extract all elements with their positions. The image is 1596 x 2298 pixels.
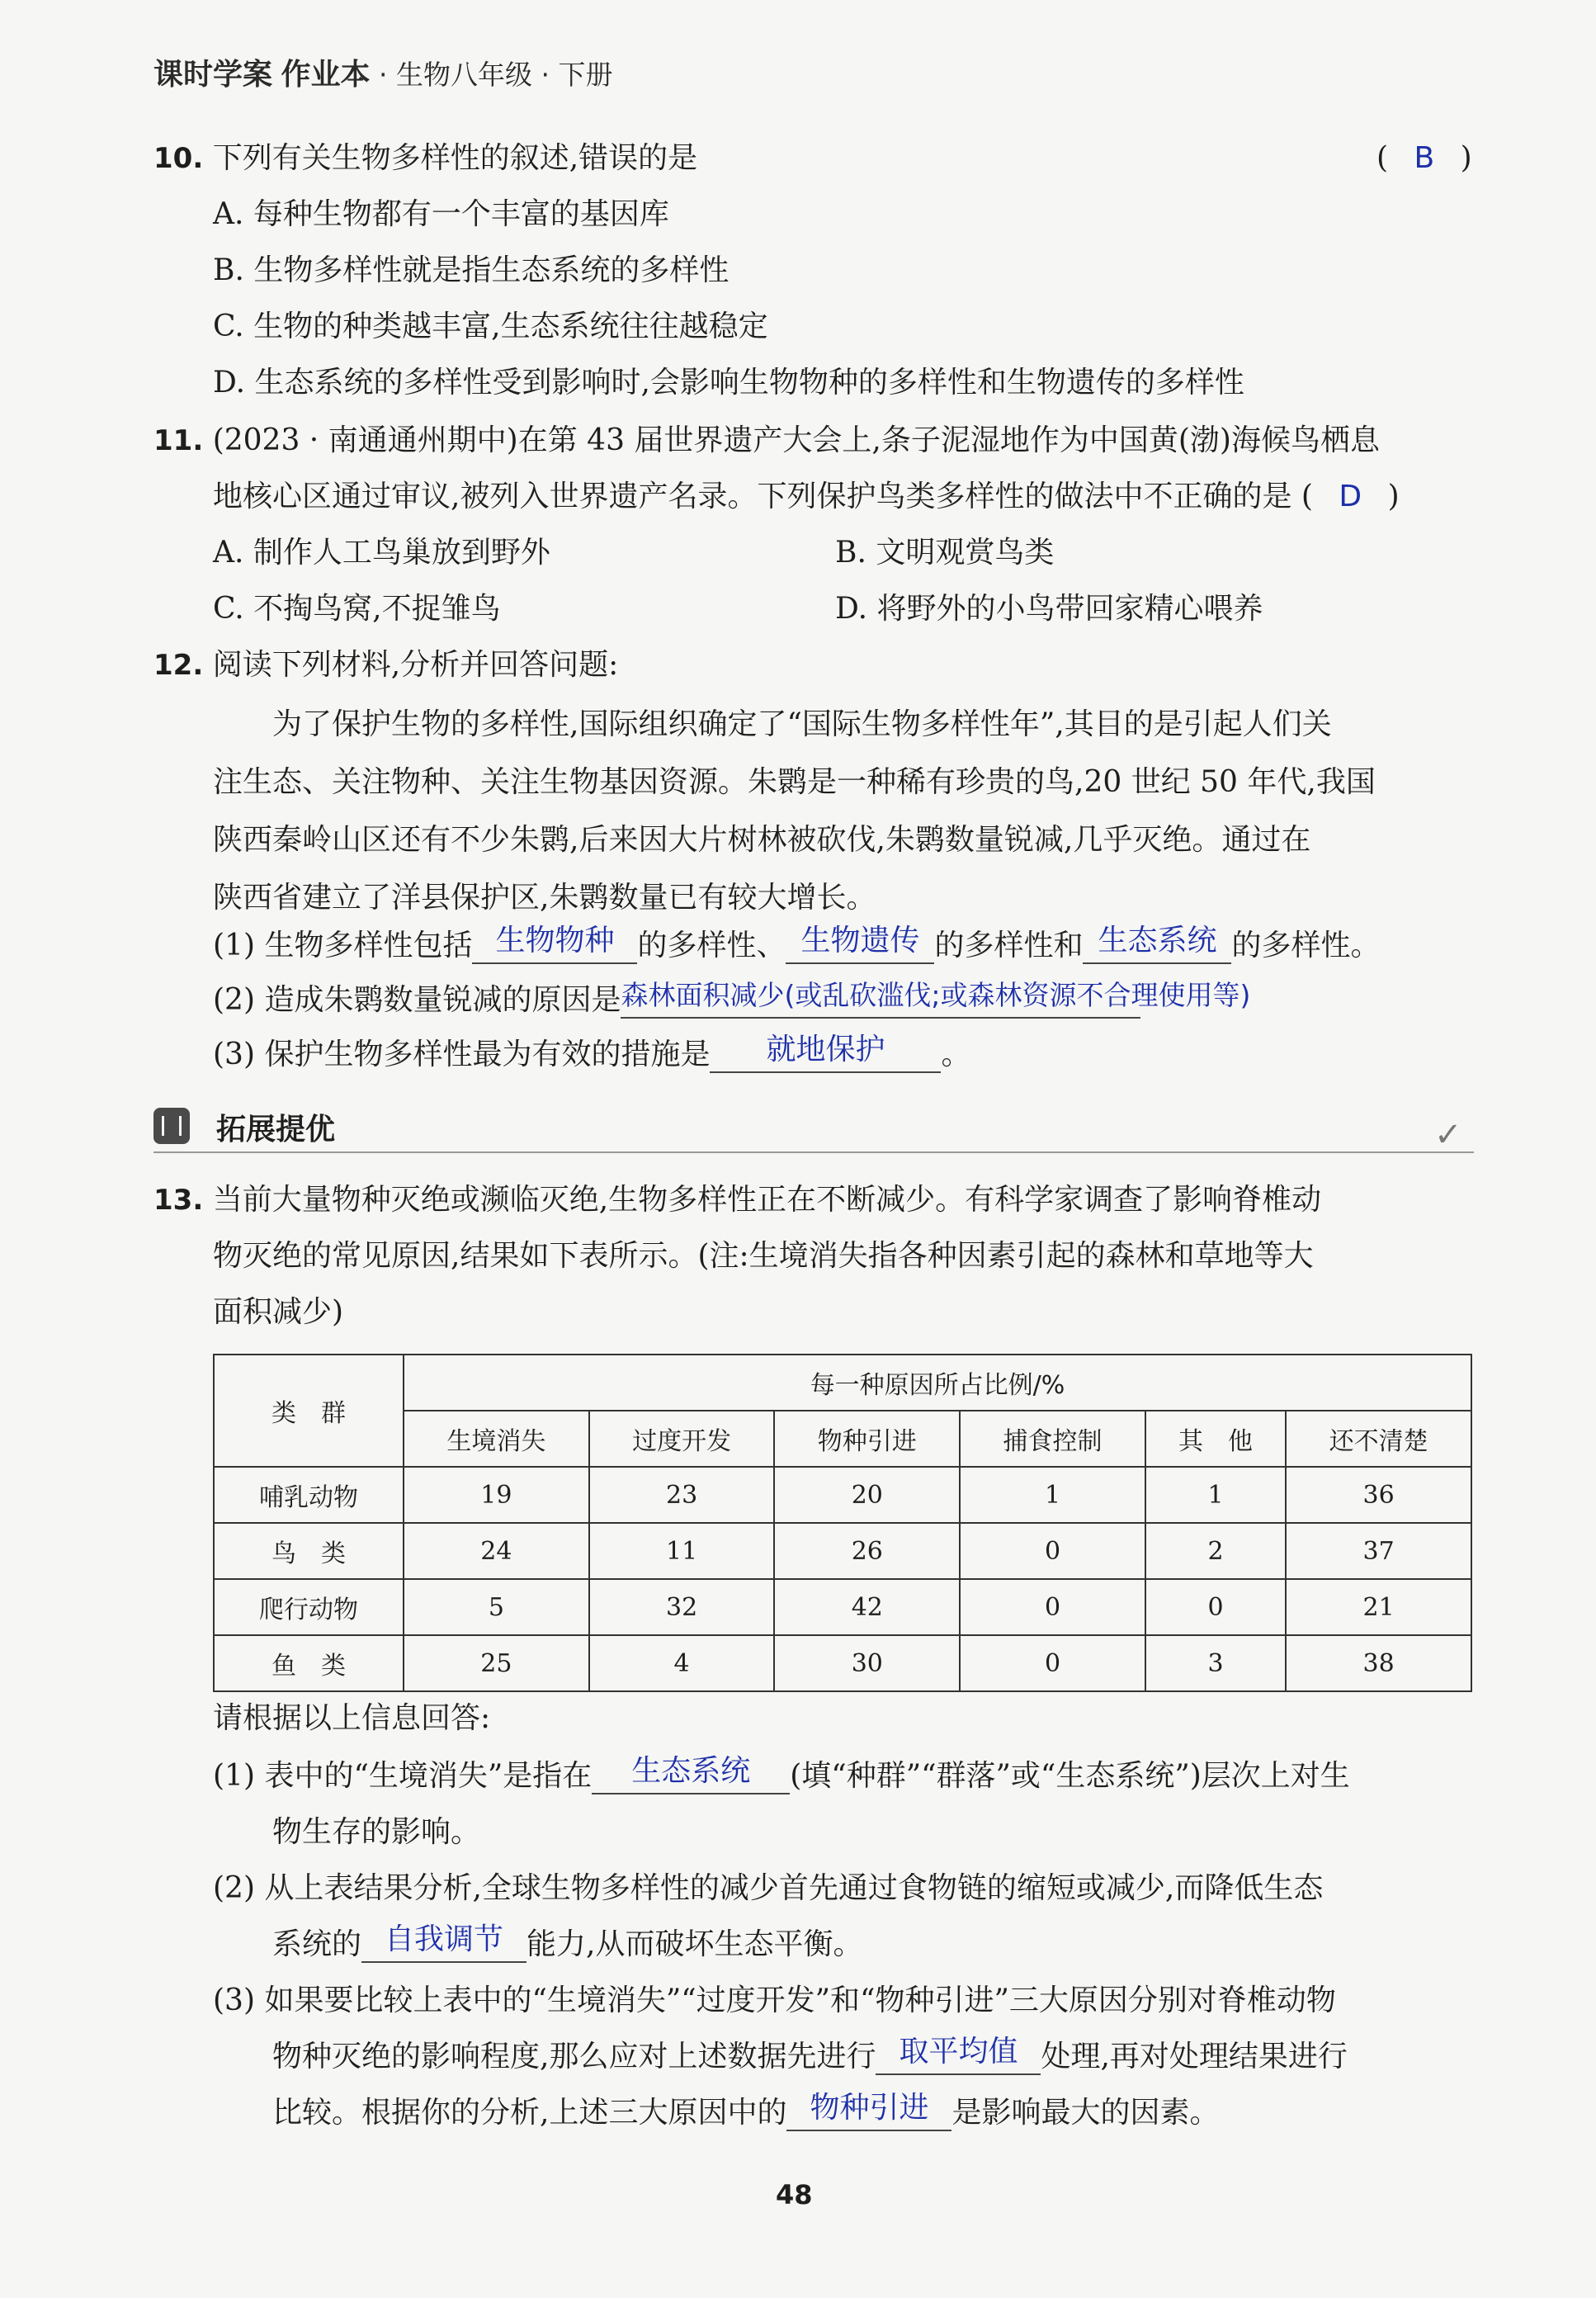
q10-answer: B (1414, 141, 1435, 175)
q12-material-line3: 陕西秦岭山区还有不少朱鹮,后来因大片树林被砍伐,朱鹮数量锐减,几乎灭绝。通过在 (213, 823, 1311, 857)
q13-prompt: 请根据以上信息回答: (213, 1701, 491, 1735)
section-title: 拓展提优 (216, 1113, 336, 1147)
book-icon (153, 1108, 190, 1144)
q10-option-c: C. 生物的种类越丰富,生态系统往往越稳定 (213, 310, 768, 343)
q12-sub2-blank: 森林面积减少(或乱砍滥伐;或森林资源不合理使用等) (621, 984, 1140, 1019)
q12-sub3: (3) 保护生物多样性最为有效的措施是 就地保护 。 (213, 1033, 971, 1071)
q10-stem: 10. 下列有关生物多样性的叙述,错误的是 (153, 141, 698, 175)
q13-sub1-blank: 生态系统 (592, 1760, 790, 1794)
q10-option-b: B. 生物多样性就是指生态系统的多样性 (213, 253, 730, 287)
q12-number: 12. (153, 649, 204, 682)
q13-sub1-line2: 物生存的影响。 (272, 1815, 481, 1849)
table-row: 鸟 类 24 11 26 0 2 37 (214, 1523, 1471, 1579)
q12-sub1-blank1: 生物物种 (472, 929, 637, 964)
col-header: 其 他 (1145, 1411, 1286, 1467)
page-number: 48 (776, 2179, 813, 2211)
col-header: 生境消失 (404, 1411, 589, 1467)
q12-sub2: (2) 造成朱鹮数量锐减的原因是森林面积减少(或乱砍滥伐;或森林资源不合理使用等) (213, 979, 1251, 1017)
col-header: 过度开发 (589, 1411, 775, 1467)
q11-stem-line2: 地核心区通过审议,被列入世界遗产名录。下列保护鸟类多样性的做法中不正确的是 ( D ) (213, 480, 1400, 513)
q13-sub3-line3: 比较。根据你的分析,上述三大原因中的 物种引进 是影响最大的因素。 (272, 2091, 1220, 2130)
table-corner: 类 群 (214, 1355, 404, 1467)
q11-option-b: B. 文明观赏鸟类 (835, 536, 1055, 570)
header-brand: 课时学案 (153, 58, 273, 92)
table-row: 鱼 类 25 4 30 0 3 38 (214, 1635, 1471, 1691)
q13-sub2-line1: (2) 从上表结果分析,全球生物多样性的减少首先通过食物链的缩短或减少,而降低生态 (213, 1871, 1324, 1905)
col-header: 还不清楚 (1286, 1411, 1471, 1467)
header-title: 作业本 (281, 58, 371, 92)
q12-stem: 12. 阅读下列材料,分析并回答问题: (153, 648, 619, 682)
q12-sub1-blank3: 生态系统 (1083, 929, 1231, 964)
q13-stem-line1: 13. 当前大量物种灭绝或濒临灭绝,生物多样性正在不断减少。有科学家调查了影响脊椎动 (153, 1183, 1322, 1217)
q12-sub1: (1) 生物多样性包括 生物物种 的多样性、 生物遗传 的多样性和 生态系统 的多样性。 (213, 924, 1381, 962)
q13-sub3-line2: 物种灭绝的影响程度,那么应对上述数据先进行 取平均值 处理,再对处理结果进行 (272, 2035, 1348, 2073)
q11-option-c: C. 不掏鸟窝,不捉雏鸟 (213, 592, 501, 626)
q12-material-line4: 陕西省建立了洋县保护区,朱鹮数量已有较大增长。 (213, 881, 876, 915)
q13-sub3-blank2: 物种引进 (786, 2097, 951, 2131)
q13-sub1: (1) 表中的“生境消失”是指在 生态系统 (填“种群”“群落”或“生态系统”)层次上对生 (213, 1754, 1350, 1793)
q10-option-d: D. 生态系统的多样性受到影响时,会影响生物物种的多样性和生物遗传的多样性 (213, 366, 1244, 400)
q13-stem-line3: 面积减少) (213, 1295, 344, 1329)
q10-option-a: A. 每种生物都有一个丰富的基因库 (213, 197, 669, 231)
q12-material-line1: 为了保护生物的多样性,国际组织确定了“国际生物多样性年”,其目的是引起人们关 (272, 707, 1332, 741)
q13-number: 13. (153, 1184, 204, 1217)
q13-sub2-line2: 系统的 自我调节 能力,从而破坏生态平衡。 (272, 1922, 863, 1961)
q11-stem-line1: 11. (2023 · 南通通州期中)在第 43 届世界遗产大会上,条子泥湿地作为中国黄(渤)海候鸟栖息 (153, 423, 1380, 457)
q13-sub3-blank1: 取平均值 (876, 2040, 1041, 2075)
q11-number: 11. (153, 424, 204, 457)
col-header: 物种引进 (774, 1411, 960, 1467)
q12-sub3-blank: 就地保护 (710, 1038, 941, 1073)
q11-option-a: A. 制作人工鸟巢放到野外 (213, 536, 550, 570)
q12-sub1-blank2: 生物遗传 (786, 929, 934, 964)
table-group-header: 每一种原因所占比例/% (404, 1355, 1471, 1411)
checkmark-icon: ✓ (1434, 1116, 1462, 1154)
q11-option-d: D. 将野外的小鸟带回家精心喂养 (835, 592, 1263, 626)
page-header (153, 51, 612, 93)
extinction-causes-table (213, 1354, 1472, 1692)
q10-answer-box: ( B ) (1376, 141, 1472, 175)
table-row: 哺乳动物 19 23 20 1 1 36 (214, 1467, 1471, 1523)
q10-number: 10. (153, 142, 204, 175)
q12-material-line2: 注生态、关注物种、关注生物基因资源。朱鹮是一种稀有珍贵的鸟,20 世纪 50 年代,我国 (213, 765, 1376, 799)
table-row: 爬行动物 5 32 42 0 0 21 (214, 1579, 1471, 1635)
section-divider (153, 1151, 1474, 1153)
q13-sub3-line1: (3) 如果要比较上表中的“生境消失”“过度开发”和“物种引进”三大原因分别对脊椎动物 (213, 1984, 1336, 2017)
q11-answer: D (1339, 480, 1362, 513)
header-subtitle: · 生物八年级 · 下册 (379, 59, 613, 91)
q13-sub2-blank: 自我调节 (361, 1928, 526, 1963)
col-header: 捕食控制 (960, 1411, 1145, 1467)
q13-stem-line2: 物灭绝的常见原因,结果如下表所示。(注:生境消失指各种因素引起的森林和草地等大 (213, 1239, 1314, 1273)
